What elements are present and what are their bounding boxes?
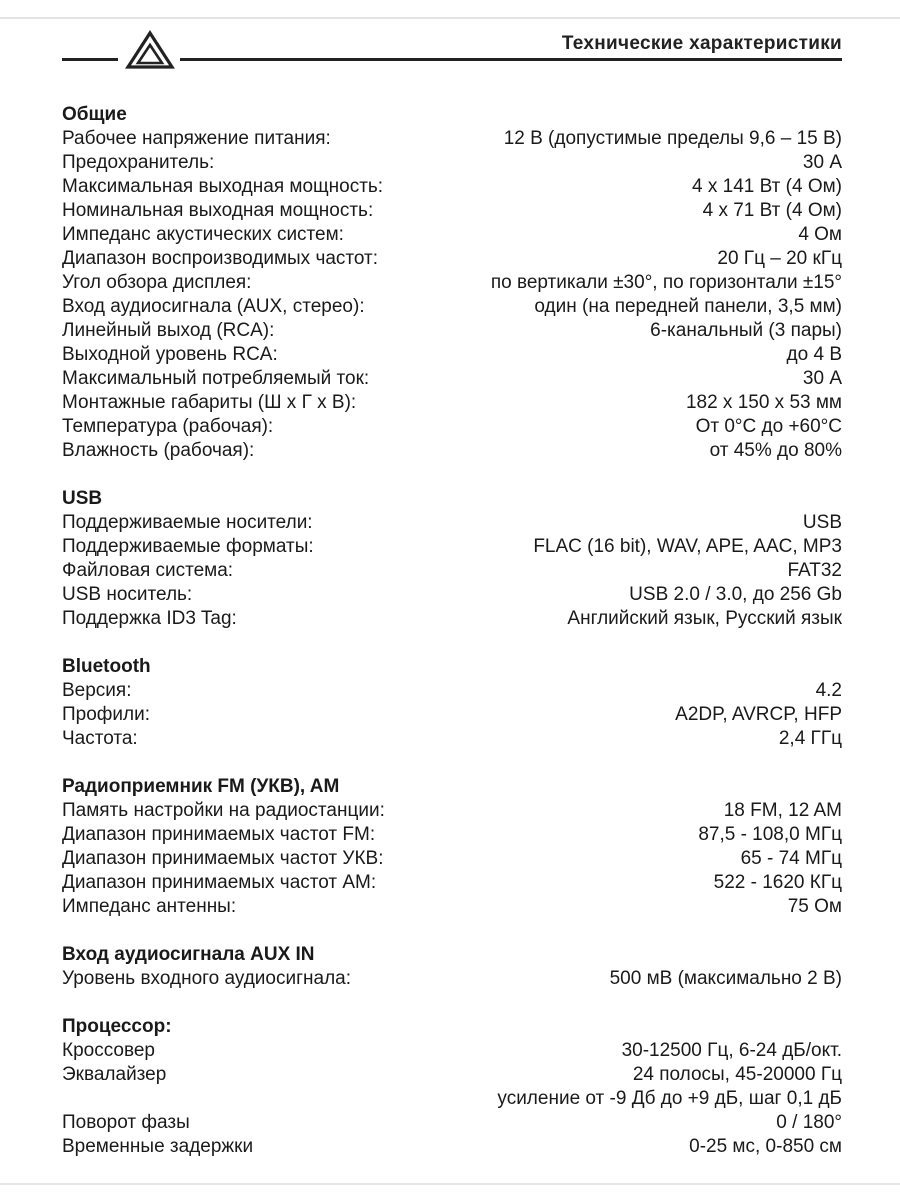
spec-row — [62, 895, 842, 919]
top-divider — [0, 17, 900, 19]
spec-row — [62, 871, 842, 895]
spec-row — [62, 727, 842, 751]
spec-value: USB 2.0 / 3.0, до 256 Gb — [629, 584, 842, 605]
spec-label: Поддерживаемые форматы: — [62, 536, 314, 557]
spec-row — [62, 295, 842, 319]
spec-row — [62, 199, 842, 223]
spec-label: Временные задержки — [62, 1136, 254, 1157]
spec-row — [62, 967, 842, 991]
spec-row — [62, 271, 842, 295]
spec-row — [62, 127, 842, 151]
spec-value: 500 мВ (максимально 2 В) — [609, 968, 842, 989]
spec-value: 4 х 71 Вт (4 Ом) — [702, 200, 842, 221]
spec-label: Частота: — [62, 728, 138, 749]
section-title: Общие — [62, 104, 127, 125]
spec-row — [62, 703, 842, 727]
spec-row — [62, 223, 842, 247]
spec-label: Линейный выход (RCA): — [62, 320, 275, 341]
spec-label: Вход аудиосигнала (AUX, стерео): — [62, 296, 365, 317]
spec-row — [62, 439, 842, 463]
spec-value: 20 Гц – 20 кГц — [717, 248, 842, 269]
spec-value: усиление от -9 Дб до +9 дБ, шаг 0,1 дБ — [497, 1088, 842, 1109]
spec-row — [62, 367, 842, 391]
spec-label: Максимальная выходная мощность: — [62, 176, 384, 197]
spec-row — [62, 1039, 842, 1063]
spec-value: 0 / 180° — [776, 1112, 842, 1133]
spec-label: Уровень входного аудиосигнала: — [62, 968, 352, 989]
section-title: Радиоприемник FM (УКВ), AM — [62, 776, 340, 797]
spec-row — [62, 415, 842, 439]
spec-label: Номинальная выходная мощность: — [62, 200, 374, 221]
spec-label: Файловая система: — [62, 560, 234, 581]
spec-value: FLAC (16 bit), WAV, APE, AAC, MP3 — [533, 536, 842, 557]
spec-row — [62, 679, 842, 703]
spec-label: Монтажные габариты (Ш х Г х В): — [62, 392, 357, 413]
spec-section — [62, 775, 842, 919]
spec-row — [62, 847, 842, 871]
spec-label: Влажность (рабочая): — [62, 440, 255, 461]
spec-label: Диапазон принимаемых частот AM: — [62, 872, 377, 893]
spec-row — [62, 583, 842, 607]
spec-label: USB носитель: — [62, 584, 193, 605]
spec-section — [62, 655, 842, 751]
spec-label: Рабочее напряжение питания: — [62, 128, 331, 149]
spec-row — [62, 175, 842, 199]
spec-value: 87,5 - 108,0 МГц — [698, 824, 842, 845]
spec-section — [62, 1015, 842, 1159]
spec-value: USB — [802, 512, 842, 533]
spec-value: по вертикали ±30°, по горизонтали ±15° — [490, 272, 842, 293]
spec-value: до 4 В — [786, 344, 842, 365]
spec-row — [62, 511, 842, 535]
spec-label: Температура (рабочая): — [62, 416, 274, 437]
spec-row — [62, 391, 842, 415]
spec-section — [62, 487, 842, 631]
section-title: Процессор: — [62, 1016, 172, 1037]
spec-value: 75 Ом — [787, 896, 842, 917]
triangle-logo-icon — [124, 30, 176, 70]
spec-row — [62, 607, 842, 631]
spec-value: 6-канальный (3 пары) — [650, 320, 842, 341]
spec-row — [62, 559, 842, 583]
spec-value: FAT32 — [787, 560, 842, 581]
spec-row — [62, 151, 842, 175]
spec-value: 18 FM, 12 AM — [723, 800, 842, 821]
spec-content — [62, 103, 842, 1183]
spec-row — [62, 799, 842, 823]
header-rule-left — [62, 58, 118, 61]
spec-label: Кроссовер — [62, 1040, 155, 1061]
spec-value: 12 В (допустимые пределы 9,6 – 15 В) — [503, 128, 842, 149]
spec-row — [62, 1135, 842, 1159]
spec-value: 2,4 ГГц — [778, 728, 842, 749]
spec-row — [62, 1087, 842, 1111]
spec-label: Импеданс акустических систем: — [62, 224, 344, 245]
page-header — [62, 30, 842, 70]
spec-value: от 45% до 80% — [709, 440, 842, 461]
spec-row — [62, 319, 842, 343]
spec-label: Выходной уровень RCA: — [62, 344, 278, 365]
spec-section — [62, 943, 842, 991]
header-rule-right — [180, 58, 842, 61]
spec-value: 30 А — [802, 368, 842, 389]
spec-row — [62, 1111, 842, 1135]
spec-value: Английский язык, Русский язык — [567, 608, 842, 629]
spec-value: 4 х 141 Вт (4 Ом) — [692, 176, 842, 197]
spec-label: Диапазон принимаемых частот УКВ: — [62, 848, 384, 869]
spec-label: Диапазон воспроизводимых частот: — [62, 248, 379, 269]
spec-label: Эквалайзер — [62, 1064, 167, 1085]
spec-section — [62, 103, 842, 463]
spec-value: один (на передней панели, 3,5 мм) — [534, 296, 842, 317]
bottom-divider — [0, 1183, 900, 1185]
spec-value: 65 - 74 МГц — [740, 848, 842, 869]
spec-value: 4 Ом — [798, 224, 842, 245]
spec-label: Поддерживаемые носители: — [62, 512, 313, 533]
spec-label: Профили: — [62, 704, 151, 725]
spec-label: Поворот фазы — [62, 1112, 190, 1133]
section-title: Bluetooth — [62, 656, 151, 677]
section-title: Вход аудиосигнала AUX IN — [62, 944, 315, 965]
spec-value: 30-12500 Гц, 6-24 дБ/окт. — [621, 1040, 842, 1061]
spec-label: Диапазон принимаемых частот FM: — [62, 824, 376, 845]
section-title: USB — [62, 488, 103, 509]
spec-value: 0-25 мс, 0-850 см — [689, 1136, 842, 1157]
spec-value: 182 х 150 х 53 мм — [685, 392, 842, 413]
spec-value: A2DP, AVRCP, HFP — [675, 704, 842, 725]
spec-label: Максимальный потребляемый ток: — [62, 368, 370, 389]
page-title: Технические характеристики — [552, 33, 842, 55]
spec-row — [62, 1063, 842, 1087]
spec-row — [62, 343, 842, 367]
spec-row — [62, 535, 842, 559]
spec-label: Память настройки на радиостанции: — [62, 800, 385, 821]
spec-value: От 0°С до +60°С — [695, 416, 842, 437]
spec-value: 522 - 1620 КГц — [713, 872, 842, 893]
spec-value: 24 полосы, 45-20000 Гц — [632, 1064, 842, 1085]
spec-row — [62, 247, 842, 271]
spec-row — [62, 823, 842, 847]
spec-label: Поддержка ID3 Tag: — [62, 608, 237, 629]
spec-value: 4.2 — [815, 680, 842, 701]
spec-label: Угол обзора дисплея: — [62, 272, 252, 293]
spec-label: Импеданс антенны: — [62, 896, 237, 917]
spec-label: Предохранитель: — [62, 152, 215, 173]
spec-value: 30 А — [802, 152, 842, 173]
spec-label: Версия: — [62, 680, 132, 701]
